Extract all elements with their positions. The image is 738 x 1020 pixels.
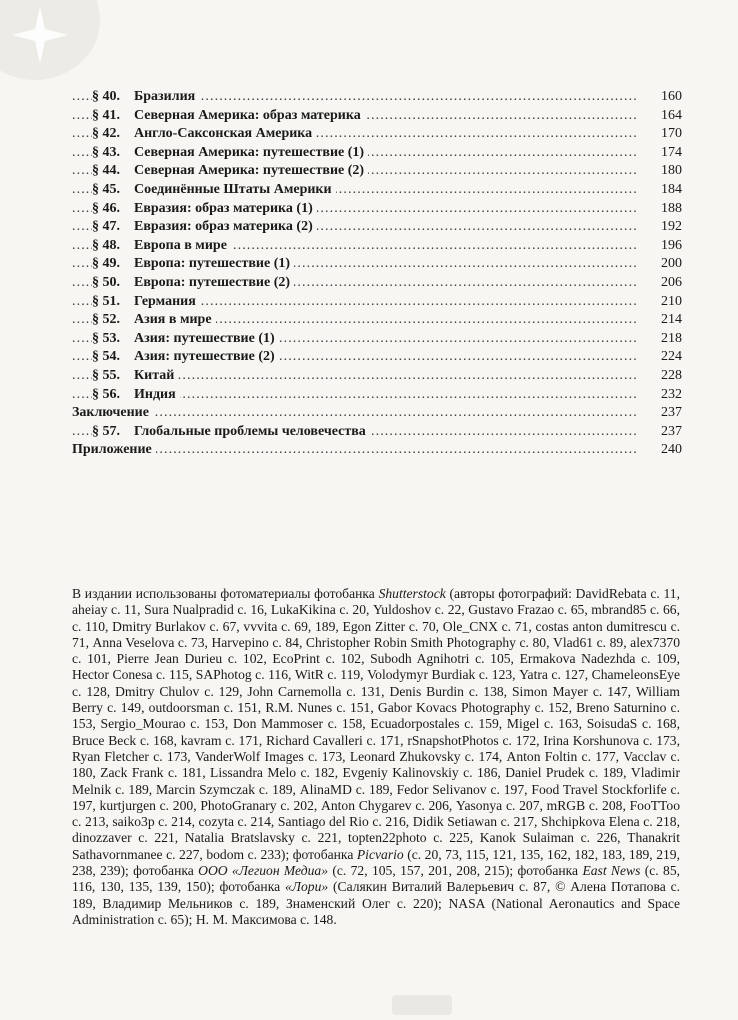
page-number: 237 bbox=[657, 404, 682, 423]
page-number: 200 bbox=[657, 255, 682, 274]
photo-credits: В издании использованы фотоматериалы фотобанка Shutterstock (авторы фотографий: DavidRebata с. 11, aheiay с. 11, Sura Nualpradid с. 16, LukaKikina с. 20, Yuldoshov с. 22, Gustavo Frazao с. 65, mbrand85 с. 66, с. 110, Dmitry Burlakov с. 67, vvvita с. 69, 189, Egon Zitter с. 70, Ole_CNX с. 71, costas anton dumitrescu с. 71, Anna Veselova с. 73, Harvepino с. 84, Christopher Robin Smith Photography с. 80, Vlad61 с. 89, alex7370 с. 101, Pierre Jean Durieu с. 102, EcoPrint с. 102, Subodh Agnihotri с. 105, Ermakova Nadezhda с. 109, Hector Conesa с. 115, SAPhotog с. 116, WitR с. 119, Volodymyr Burdiak с. 123, Yatra с. 127, ChameleonsEye с. 128, Dmitry Chulov с. 129, John Carnemolla с. 131, Denis Burdin с. 138, Simon Mayer с. 147, William Berry с. 149, outdoorsman с. 151, R.M. Nunes с. 151, Gabor Kovacs Photography с. 152, Breno Saturnino с. 153, Sergio_Mourao с. 153, Don Mammoser с. 158, Ecuadorpostales с. 159, Migel с. 163, SoisudaS с. 168, Bruce Beck с. 168, kavram с. 171, Richard Cavalleri с. 171, rSnapshotPhotos с. 172, Irina Korshunova с. 173, Ryan Fletcher с. 173, VanderWolf Images с. 173, Leonard Zhukovsky с. 174, Anton Foltin с. 177, Vacclav с. 180, Zack Frank с. 181, Lissandra Melo с. 182, Evgeniy Kalinovskiy с. 186, Daniel Prudek с. 189, Vladimir Melnik с. 189, Marcin Szymczak с. 189, AlinaMD с. 189, Fedor Selivanov с. 197, Food Travel Stockforlife с. 197, kurtjurgen с. 200, PhotoGranary с. 202, Anton Chygarev с. 206, Yasonya с. 207, mRGB с. 208, FooTToo с. 213, saiko3p с. 214, cozyta с. 214, Santiago del Rio с. 216, Didik Setiawan с. 217, Shchipkova Elena с. 218, dinozzaver с. 221, Natalia Bratslavsky с. 221, topten22photo с. 225, Kanok Sulaiman с. 226, Thanakrit Sathavornmanee с. 227, bodom с. 233); фотобанка Picvario (с. 20, 73, 115, 121, 135, 162, 182, 183, 189, 219, 238, 239); фотобанка ООО «Легион Медиа» (с. 72, 105, 157, 201, 208, 215); фотобанка East News (с. 85, 116, 130, 135, 139, 150); фотобанка «Лори» (Салякин Виталий Валерьевич с. 87, © Алена Потапова с. 189, Владимир Мельников с. 189, Знаменский Олег с. 220); NASA (National Aeronautics and Space Administration с. 65); Н. М. Максимова с. 148. bbox=[72, 586, 681, 927]
section-title: Европа в мире bbox=[134, 237, 227, 253]
dot-leader bbox=[72, 441, 640, 460]
page-number: 174 bbox=[657, 144, 682, 163]
section-number: § 42. bbox=[92, 126, 120, 142]
section-title: Европа: путешествие (2) bbox=[134, 274, 291, 290]
section-title: Бразилия bbox=[134, 89, 196, 104]
photobank-name: East News bbox=[582, 863, 641, 879]
section-number: § 49. bbox=[92, 256, 120, 272]
section-title: Глобальные проблемы человечества bbox=[134, 423, 366, 439]
toc-title bbox=[92, 88, 199, 107]
toc-entry bbox=[72, 311, 682, 330]
toc-entry bbox=[72, 125, 682, 144]
page-number: 210 bbox=[657, 293, 682, 312]
page-number: 184 bbox=[657, 181, 682, 200]
section-title: Азия: путешествие (1) bbox=[134, 330, 275, 346]
section-title: Китай bbox=[134, 367, 175, 383]
toc-entry bbox=[72, 404, 682, 423]
section-title: Азия: путешествие (2) bbox=[134, 349, 275, 365]
toc-entry bbox=[72, 441, 682, 460]
toc-title bbox=[92, 181, 336, 200]
toc-title bbox=[92, 330, 279, 349]
page-number: 237 bbox=[657, 423, 682, 442]
corner-decoration bbox=[0, 0, 100, 80]
section-number: § 48. bbox=[92, 237, 120, 253]
page-number: 232 bbox=[657, 386, 682, 405]
toc-title bbox=[72, 404, 153, 423]
toc-title bbox=[92, 162, 368, 181]
toc-title bbox=[92, 311, 216, 330]
section-title: Европа: путешествие (1) bbox=[134, 256, 291, 272]
section-number: § 54. bbox=[92, 349, 120, 365]
section-number: § 43. bbox=[92, 144, 120, 160]
toc-entry bbox=[72, 200, 682, 219]
page-number: 164 bbox=[657, 107, 682, 126]
section-title: Евразия: образ материка (1) bbox=[134, 200, 313, 216]
toc-title bbox=[92, 386, 180, 405]
toc-entry bbox=[72, 274, 682, 293]
toc-title bbox=[92, 237, 231, 256]
toc-title bbox=[92, 200, 317, 219]
photobank-name: «Лори» bbox=[284, 879, 329, 895]
toc-title bbox=[92, 348, 279, 367]
toc-title bbox=[92, 107, 365, 126]
toc-entry bbox=[72, 255, 682, 274]
page-number: 180 bbox=[657, 162, 682, 181]
section-title: Приложение bbox=[72, 442, 152, 458]
toc-entry bbox=[72, 88, 682, 107]
toc-title bbox=[92, 144, 368, 163]
toc-entry bbox=[72, 181, 682, 200]
photobank-name: Picvario bbox=[356, 846, 404, 862]
toc-title bbox=[92, 423, 370, 442]
section-number: § 56. bbox=[92, 386, 120, 402]
section-number: § 44. bbox=[92, 163, 120, 179]
section-number: § 40. bbox=[92, 89, 120, 104]
section-number: § 53. bbox=[92, 330, 120, 346]
table-of-contents bbox=[72, 88, 682, 460]
toc-entry bbox=[72, 423, 682, 442]
section-number: § 50. bbox=[92, 274, 120, 290]
section-title: Англо-Саксонская Америка bbox=[134, 126, 313, 142]
section-number: § 47. bbox=[92, 219, 120, 235]
section-number: § 51. bbox=[92, 293, 120, 309]
toc-entry bbox=[72, 386, 682, 405]
section-title: Заключение bbox=[72, 405, 149, 421]
toc-entry bbox=[72, 367, 682, 386]
section-title: Соединённые Штаты Америки bbox=[134, 181, 332, 197]
page-number: 214 bbox=[657, 311, 682, 330]
page-number: 196 bbox=[657, 237, 682, 256]
toc-entry bbox=[72, 144, 682, 163]
page-number: 170 bbox=[657, 125, 682, 144]
toc-title bbox=[92, 255, 294, 274]
bleed-through-mark bbox=[392, 995, 452, 1015]
toc-entry bbox=[72, 237, 682, 256]
photobank-name: Shutterstock bbox=[378, 586, 446, 601]
section-number: § 57. bbox=[92, 423, 120, 439]
page-number: 228 bbox=[657, 367, 682, 386]
section-number: § 41. bbox=[92, 107, 120, 123]
toc-title bbox=[92, 274, 294, 293]
toc-entry bbox=[72, 348, 682, 367]
page-number: 206 bbox=[657, 274, 682, 293]
toc-entry bbox=[72, 162, 682, 181]
section-number: § 46. bbox=[92, 200, 120, 216]
section-number: § 52. bbox=[92, 312, 120, 328]
section-title: Северная Америка: путешествие (2) bbox=[134, 163, 365, 179]
page-number: 192 bbox=[657, 218, 682, 237]
section-title: Азия в мире bbox=[134, 312, 212, 328]
page-number: 160 bbox=[657, 88, 682, 107]
toc-title bbox=[92, 125, 316, 144]
star-ornament-icon bbox=[10, 5, 70, 65]
toc-entry bbox=[72, 107, 682, 126]
toc-title bbox=[72, 441, 156, 460]
section-title: Северная Америка: образ материка bbox=[134, 107, 361, 123]
section-title: Индия bbox=[134, 386, 176, 402]
page-number: 188 bbox=[657, 200, 682, 219]
section-title: Германия bbox=[134, 293, 196, 309]
photobank-name: ООО «Легион Медиа» bbox=[198, 863, 329, 879]
toc-entry bbox=[72, 330, 682, 349]
section-number: § 55. bbox=[92, 367, 120, 383]
toc-title bbox=[92, 367, 178, 386]
toc-entry bbox=[72, 218, 682, 237]
page-number: 218 bbox=[657, 330, 682, 349]
section-title: Евразия: образ материка (2) bbox=[134, 219, 313, 235]
toc-entry bbox=[72, 293, 682, 312]
page-number: 240 bbox=[657, 441, 682, 460]
section-number: § 45. bbox=[92, 181, 120, 197]
dot-leader bbox=[72, 404, 640, 423]
toc-title bbox=[92, 218, 317, 237]
section-title: Северная Америка: путешествие (1) bbox=[134, 144, 365, 160]
page-number: 224 bbox=[657, 348, 682, 367]
toc-title bbox=[92, 293, 200, 312]
